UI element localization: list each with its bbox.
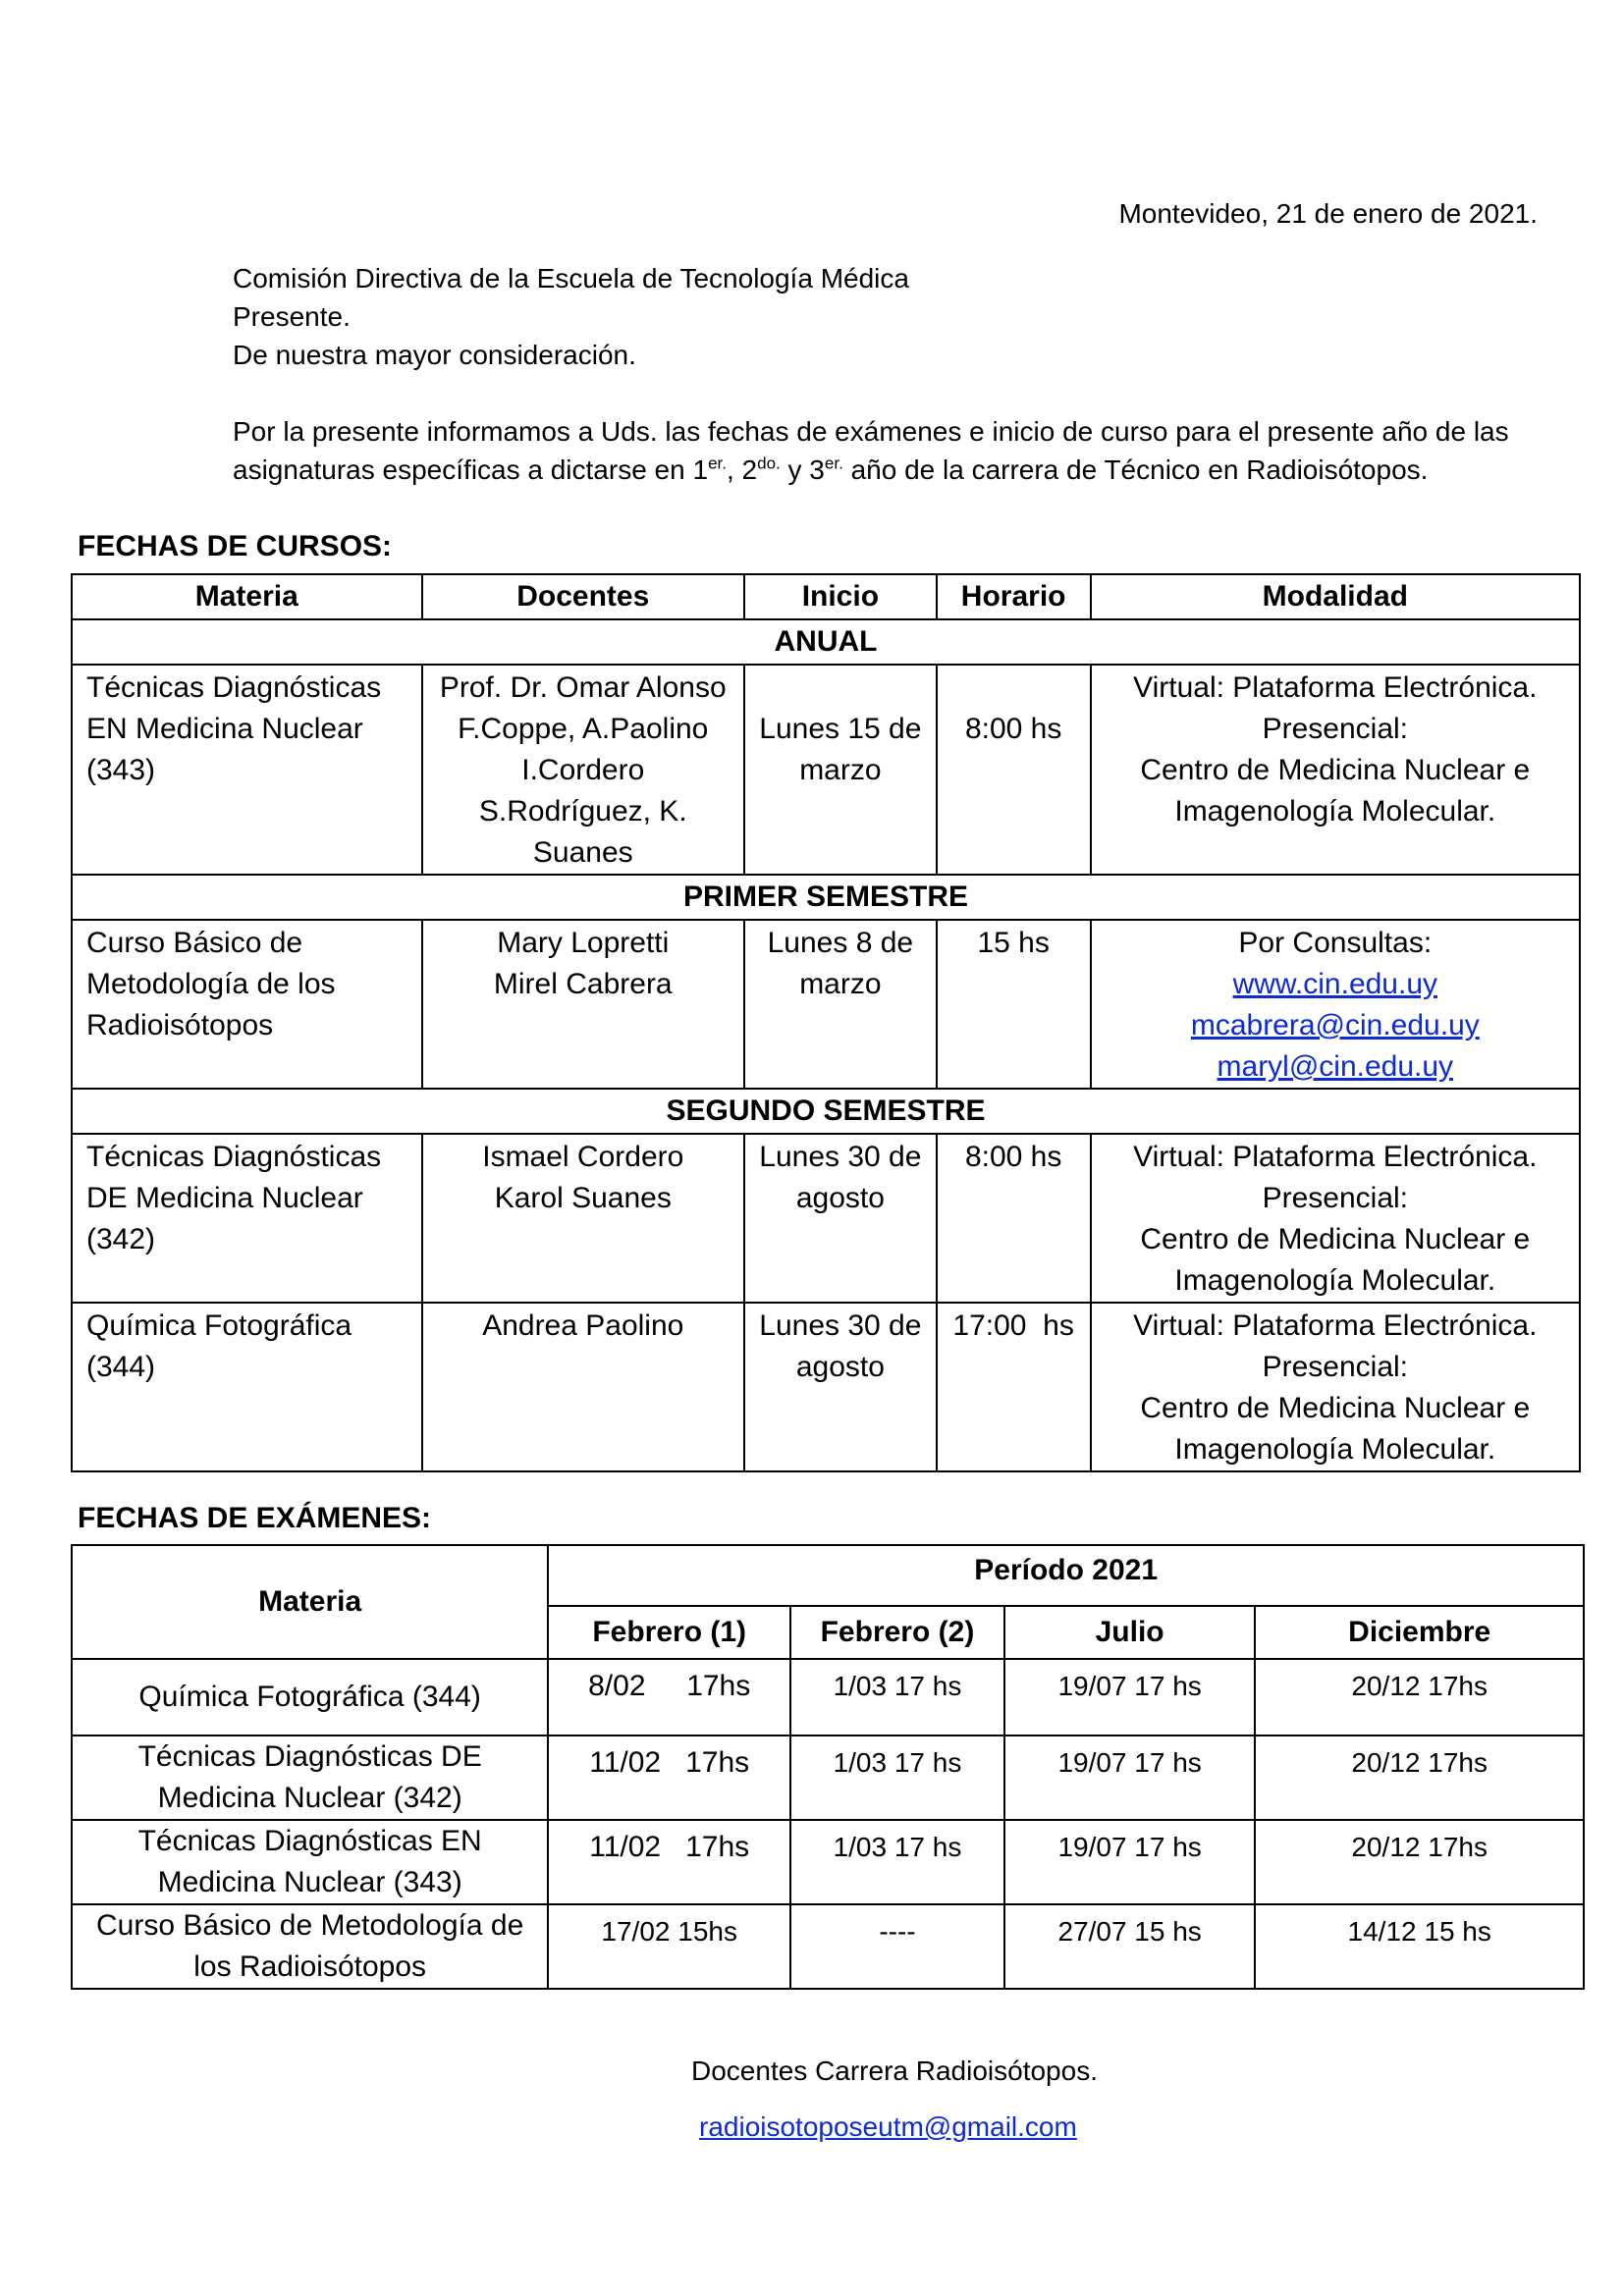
modalidad-line: Presencial:	[1262, 713, 1408, 745]
modalidad-cell	[1091, 1303, 1580, 1471]
materia-line: (344)	[86, 1351, 156, 1383]
letter-address-block	[233, 259, 909, 374]
modalidad-line: Imagenología Molecular.	[1174, 1433, 1496, 1466]
modalidad-line: Imagenología Molecular.	[1174, 1264, 1496, 1297]
section-primer-semestre: PRIMER SEMESTRE	[72, 875, 1580, 920]
table-row	[72, 1134, 1580, 1303]
exam-materia-cell	[72, 1820, 548, 1904]
exam-date-cell: 19/07 17 hs	[1004, 1735, 1256, 1820]
horario-cell: 17:00 hs	[937, 1303, 1091, 1471]
website-link[interactable]: www.cin.edu.uy	[1232, 968, 1438, 1000]
body-sup-1: er.	[708, 454, 727, 473]
header-horario: Horario	[937, 574, 1091, 619]
exam-materia-cell	[72, 1904, 548, 1989]
docente-line: Prof. Dr. Omar Alonso	[439, 671, 727, 704]
exam-date-cell: 11/02 17hs	[548, 1735, 790, 1820]
examenes-table	[71, 1544, 1585, 1990]
modalidad-line: Centro de Medicina Nuclear e	[1140, 1392, 1531, 1424]
recipient: Comisión Directiva de la Escuela de Tecnología Médica	[233, 263, 909, 294]
header-febrero-1: Febrero (1)	[548, 1606, 790, 1659]
materia-line: los Radioisótopos	[193, 1950, 427, 1983]
inicio-cell	[744, 665, 937, 875]
docente-line: F.Coppe, A.Paolino	[458, 713, 709, 745]
modalidad-line: Virtual: Plataforma Electrónica.	[1133, 1309, 1538, 1342]
inicio-line: agosto	[795, 1182, 885, 1214]
docente-line: Suanes	[532, 836, 633, 869]
modalidad-line: Presencial:	[1262, 1182, 1408, 1214]
exam-date-cell: 11/02 17hs	[548, 1820, 790, 1904]
consultas-label: Por Consultas:	[1238, 927, 1433, 959]
modalidad-cell	[1091, 920, 1580, 1089]
docente-line: Mary Lopretti	[497, 927, 670, 959]
materia-line: Química Fotográfica (344)	[138, 1681, 481, 1713]
materia-line: Metodología de los	[86, 968, 336, 1000]
docente-line: Mirel Cabrera	[493, 968, 673, 1000]
exam-date-cell: 19/07 17 hs	[1004, 1820, 1256, 1904]
materia-cell	[72, 1303, 422, 1471]
exam-date-cell: 20/12 17hs	[1255, 1659, 1584, 1735]
header-modalidad: Modalidad	[1091, 574, 1580, 619]
exam-date-cell: 19/07 17 hs	[1004, 1659, 1256, 1735]
present-line: Presente.	[233, 301, 351, 332]
email-link[interactable]: mcabrera@cin.edu.uy	[1190, 1009, 1480, 1041]
footer-email-link[interactable]	[699, 2108, 1077, 2146]
header-julio: Julio	[1004, 1606, 1256, 1659]
materia-line: Radioisótopos	[86, 1009, 274, 1041]
inicio-cell	[744, 920, 937, 1089]
exam-date-cell: 1/03 17 hs	[790, 1735, 1004, 1820]
examenes-title: FECHAS DE EXÁMENES:	[78, 1502, 432, 1534]
modalidad-line: Virtual: Plataforma Electrónica.	[1133, 671, 1538, 704]
materia-line: Técnicas Diagnósticas	[86, 671, 382, 704]
inicio-line: Lunes 30 de	[759, 1141, 922, 1173]
letter-date: Montevideo, 21 de enero de 2021.	[1118, 198, 1538, 229]
exam-date-cell: 1/03 17 hs	[790, 1820, 1004, 1904]
horario-cell: 8:00 hs	[937, 1134, 1091, 1303]
header-materia: Materia	[72, 1545, 548, 1659]
inicio-line: Lunes 15 de	[759, 713, 922, 745]
horario-cell: 8:00 hs	[937, 665, 1091, 875]
table-row	[72, 920, 1580, 1089]
header-periodo: Período 2021	[548, 1545, 1584, 1606]
inicio-line: Lunes 30 de	[759, 1309, 922, 1342]
modalidad-line: Centro de Medicina Nuclear e	[1140, 754, 1531, 786]
materia-line: Medicina Nuclear (342)	[157, 1782, 462, 1814]
docentes-cell	[422, 1303, 745, 1471]
table-row	[72, 1735, 1584, 1820]
body-text-1: Por la presente informamos a Uds. las fechas de exámenes e inicio de curso para el presente año de las asignaturas específicas a dictarse en 1	[233, 416, 1509, 485]
materia-cell	[72, 1134, 422, 1303]
materia-line: Curso Básico de	[86, 927, 303, 959]
inicio-line: marzo	[799, 754, 882, 786]
table-row	[72, 665, 1580, 875]
materia-line: Técnicas Diagnósticas DE	[137, 1740, 482, 1773]
greeting: De nuestra mayor consideración.	[233, 340, 636, 370]
docente-line: Ismael Cordero	[482, 1141, 684, 1173]
cursos-table	[71, 573, 1581, 1472]
header-inicio: Inicio	[744, 574, 937, 619]
cursos-title: FECHAS DE CURSOS:	[78, 530, 393, 562]
materia-line: Técnicas Diagnósticas EN	[137, 1825, 482, 1857]
examenes-header-row	[72, 1545, 1584, 1606]
modalidad-line: Virtual: Plataforma Electrónica.	[1133, 1141, 1538, 1173]
docentes-cell	[422, 665, 745, 875]
materia-line: (342)	[86, 1223, 156, 1255]
exam-materia-cell	[72, 1659, 548, 1735]
docente-line: S.Rodríguez, K.	[478, 795, 687, 828]
table-row	[72, 1303, 1580, 1471]
email-link[interactable]: maryl@cin.edu.uy	[1217, 1050, 1454, 1083]
exam-date-cell: 14/12 15 hs	[1255, 1904, 1584, 1989]
body-text-3: y 3	[780, 454, 825, 485]
cursos-header-row	[72, 574, 1580, 619]
materia-line: EN Medicina Nuclear	[86, 713, 363, 745]
materia-line: (343)	[86, 754, 156, 786]
materia-cell	[72, 920, 422, 1089]
docentes-cell	[422, 1134, 745, 1303]
table-row	[72, 1820, 1584, 1904]
exam-date-cell: 1/03 17 hs	[790, 1659, 1004, 1735]
exam-materia-cell	[72, 1735, 548, 1820]
modalidad-line: Imagenología Molecular.	[1174, 795, 1496, 828]
letter-body	[233, 412, 1539, 489]
inicio-line: marzo	[799, 968, 882, 1000]
docente-line: Karol Suanes	[494, 1182, 672, 1214]
section-row-segundo	[72, 1089, 1580, 1134]
header-diciembre: Diciembre	[1255, 1606, 1584, 1659]
header-docentes: Docentes	[422, 574, 745, 619]
modalidad-line: Centro de Medicina Nuclear e	[1140, 1223, 1531, 1255]
docente-line: Andrea Paolino	[482, 1309, 684, 1342]
exam-date-cell: ----	[790, 1904, 1004, 1989]
header-febrero-2: Febrero (2)	[790, 1606, 1004, 1659]
body-text-2: , 2	[726, 454, 758, 485]
table-row	[72, 1659, 1584, 1735]
docente-line: I.Cordero	[521, 754, 645, 786]
inicio-line: Lunes 8 de	[767, 927, 914, 959]
exam-date-cell: 8/02 17hs	[548, 1659, 790, 1735]
footer-email[interactable]: radioisotoposeutm@gmail.com	[699, 2111, 1077, 2142]
materia-line: Química Fotográfica	[86, 1309, 352, 1342]
materia-cell	[72, 665, 422, 875]
exam-date-cell: 17/02 15hs	[548, 1904, 790, 1989]
modalidad-cell	[1091, 1134, 1580, 1303]
exam-date-cell: 20/12 17hs	[1255, 1820, 1584, 1904]
exam-date-cell: 20/12 17hs	[1255, 1735, 1584, 1820]
body-sup-2: do.	[757, 454, 781, 473]
materia-line: Medicina Nuclear (343)	[157, 1866, 462, 1898]
section-row-anual	[72, 619, 1580, 665]
materia-line: Curso Básico de Metodología de	[96, 1909, 524, 1942]
modalidad-cell	[1091, 665, 1580, 875]
section-anual: ANUAL	[72, 619, 1580, 665]
materia-line: Técnicas Diagnósticas	[86, 1141, 382, 1173]
body-text-4: año de la carrera de Técnico en Radioisótopos.	[842, 454, 1429, 485]
body-sup-3: er.	[824, 454, 843, 473]
inicio-cell	[744, 1303, 937, 1471]
header-materia: Materia	[72, 574, 422, 619]
horario-cell: 15 hs	[937, 920, 1091, 1089]
section-segundo-semestre: SEGUNDO SEMESTRE	[72, 1089, 1580, 1134]
materia-line: DE Medicina Nuclear	[86, 1182, 363, 1214]
docentes-cell	[422, 920, 745, 1089]
modalidad-line: Presencial:	[1262, 1351, 1408, 1383]
table-row	[72, 1904, 1584, 1989]
signature: Docentes Carrera Radioisótopos.	[691, 2056, 1098, 2086]
exam-date-cell: 27/07 15 hs	[1004, 1904, 1256, 1989]
inicio-cell	[744, 1134, 937, 1303]
inicio-line: agosto	[795, 1351, 885, 1383]
section-row-primer	[72, 875, 1580, 920]
